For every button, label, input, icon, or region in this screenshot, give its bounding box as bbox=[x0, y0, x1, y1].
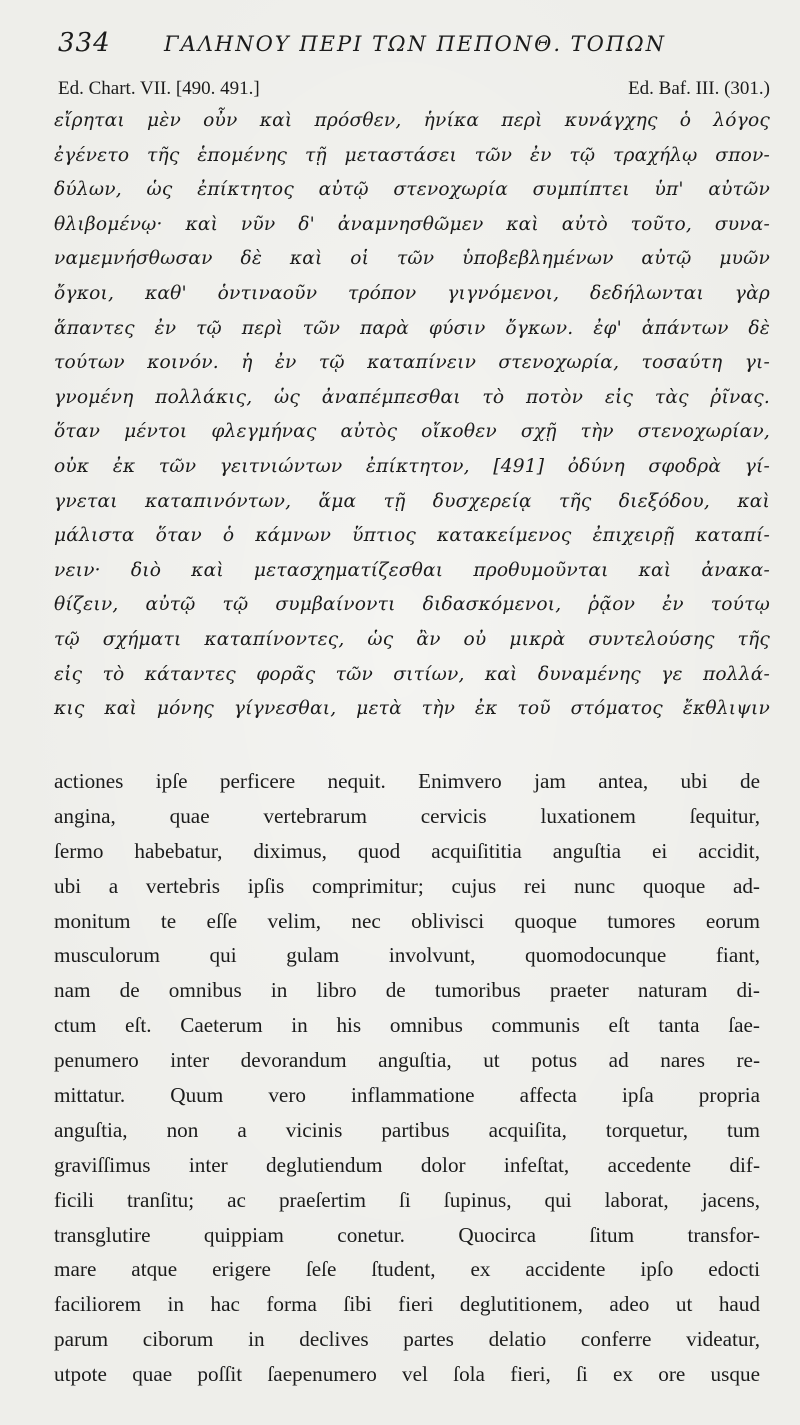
edition-reference-line bbox=[54, 78, 770, 102]
greek-text-line: ὅταν μέντοι φλεγμήνας αὐτὸς οἴκοθεν σχῇ τὴν στενοχωρίαν, bbox=[54, 421, 770, 443]
latin-text-line: ctum eſt. Caeterum in his omnibus communis eſt tanta ſae- bbox=[54, 1013, 760, 1038]
page-number: 334 bbox=[58, 28, 111, 58]
greek-text-line: εἰς τὸ κάταντες φορᾶς τῶν σιτίων, καὶ δυναμένης γε πολλά- bbox=[54, 663, 770, 685]
greek-text-line: μάλιστα ὅταν ὁ κάμνων ὕπτιος κατακείμενος ἐπιχειρῇ καταπί- bbox=[54, 525, 770, 547]
latin-text-line: parum ciborum in declives partes delatio conferre videatur, bbox=[54, 1327, 760, 1352]
latin-text-line: ſermo habebatur, diximus, quod acquiſititia anguſtia ei accidit, bbox=[54, 838, 760, 863]
greek-text-line: τῷ σχήματι καταπίνοντες, ὡς ἂν οὐ μικρὰ συντελούσης τῆς bbox=[54, 628, 770, 650]
latin-text-line: ubi a vertebris ipſis comprimitur; cujus rei nunc quoque ad- bbox=[54, 873, 760, 898]
greek-text-line: ὄγκοι, καθ' ὁντιναοῦν τρόπον γιγνόμενοι, δεδήλωνται γὰρ bbox=[54, 282, 770, 304]
greek-text-line: ναμεμνήσθωσαν δὲ καὶ οἱ τῶν ὑποβεβλημένων αὐτῷ μυῶν bbox=[54, 248, 770, 270]
latin-text-line: mare atque erigere ſeſe ſtudent, ex accidente ipſo edocti bbox=[54, 1257, 760, 1282]
latin-text-line: nam de omnibus in libro de tumoribus praeter naturam di- bbox=[54, 978, 760, 1003]
latin-text-line: mittatur. Quum vero inflammatione affecta ipſa propria bbox=[54, 1083, 760, 1108]
greek-text-line: γνομένη πολλάκις, ὡς ἀναπέμπεσθαι τὸ ποτὸν εἰς τὰς ῥῖνας. bbox=[54, 386, 770, 408]
greek-text-line: τούτων κοινόν. ἡ ἐν τῷ καταπίνειν στενοχωρία, τοσαύτη γι- bbox=[54, 352, 770, 374]
greek-text-line: δύλων, ὡς ἐπίκτητος αὐτῷ στενοχωρία συμπίπτει ὑπ' αὐτῶν bbox=[54, 179, 770, 201]
running-head bbox=[54, 26, 754, 66]
edition-basel-reference: Ed. Baf. III. (301.) bbox=[628, 78, 770, 99]
latin-text-block bbox=[54, 764, 760, 1392]
latin-text-line: actiones ipſe perficere nequit. Enimvero jam antea, ubi de bbox=[54, 769, 760, 793]
edition-chartier-reference: Ed. Chart. VII. [490. 491.] bbox=[58, 78, 260, 99]
latin-text-line: faciliorem in hac forma ſibi fieri deglutitionem, adeo ut haud bbox=[54, 1292, 760, 1317]
latin-text-line: anguſtia, non a vicinis partibus acquiſita, torquetur, tum bbox=[54, 1117, 760, 1142]
greek-text-block bbox=[54, 104, 770, 727]
latin-text-line: monitum te eſſe velim, nec oblivisci quoque tumores eorum bbox=[54, 908, 760, 933]
greek-text-line: κις καὶ μόνης γίγνεσθαι, μετὰ τὴν ἐκ τοῦ στόματος ἔκθλιψιν bbox=[54, 698, 770, 720]
latin-text-line: graviſſimus inter deglutiendum dolor infeſtat, accedente dif- bbox=[54, 1152, 760, 1177]
greek-text-line: νειν· διὸ καὶ μετασχηματίζεσθαι προθυμοῦνται καὶ ἀνακα- bbox=[54, 559, 770, 581]
running-head-title: ΓΑΛΗΝΟΥ ΠΕΡΙ ΤΩΝ ΠΕΠΟΝΘ. ΤΟΠΩΝ bbox=[164, 32, 666, 56]
greek-text-line: εἴρηται μὲν οὖν καὶ πρόσθεν, ἡνίκα περὶ κυνάγχης ὁ λόγος bbox=[54, 110, 770, 131]
greek-text-line: ἅπαντες ἐν τῷ περὶ τῶν παρὰ φύσιν ὄγκων. ἐφ' ἁπάντων δὲ bbox=[54, 317, 770, 339]
greek-text-line: γνεται καταπινόντων, ἅμα τῇ δυσχερείᾳ τῆς διεξόδου, καὶ bbox=[54, 490, 770, 512]
latin-text-line: angina, quae vertebrarum cervicis luxationem ſequitur, bbox=[54, 803, 760, 828]
greek-text-line: θίζειν, αὐτῷ τῷ συμβαίνοντι διδασκόμενοι, ῥᾷον ἐν τούτῳ bbox=[54, 594, 770, 616]
greek-text-line: θλιβομένῳ· καὶ νῦν δ' ἀναμνησθῶμεν καὶ αὐτὸ τοῦτο, συνα- bbox=[54, 213, 770, 235]
greek-text-line: οὐκ ἐκ τῶν γειτνιώντων ἐπίκτητον, [491] ὀδύνη σφοδρὰ γί- bbox=[54, 455, 770, 477]
latin-text-line: musculorum qui gulam involvunt, quomodocunque fiant, bbox=[54, 943, 760, 968]
latin-text-line: penumero inter devorandum anguſtia, ut potus ad nares re- bbox=[54, 1048, 760, 1073]
latin-text-line: transglutire quippiam conetur. Quocirca ſitum transfor- bbox=[54, 1222, 760, 1247]
greek-text-line: ἐγένετο τῆς ἑπομένης τῇ μεταστάσει τῶν ἐν τῷ τραχήλῳ σπον- bbox=[54, 144, 770, 166]
latin-text-line: ficili tranſitu; ac praeſertim ſi ſupinus, qui laborat, jacens, bbox=[54, 1187, 760, 1212]
latin-text-line: utpote quae poſſit ſaepenumero vel ſola fieri, ſi ex ore usque bbox=[54, 1362, 760, 1387]
